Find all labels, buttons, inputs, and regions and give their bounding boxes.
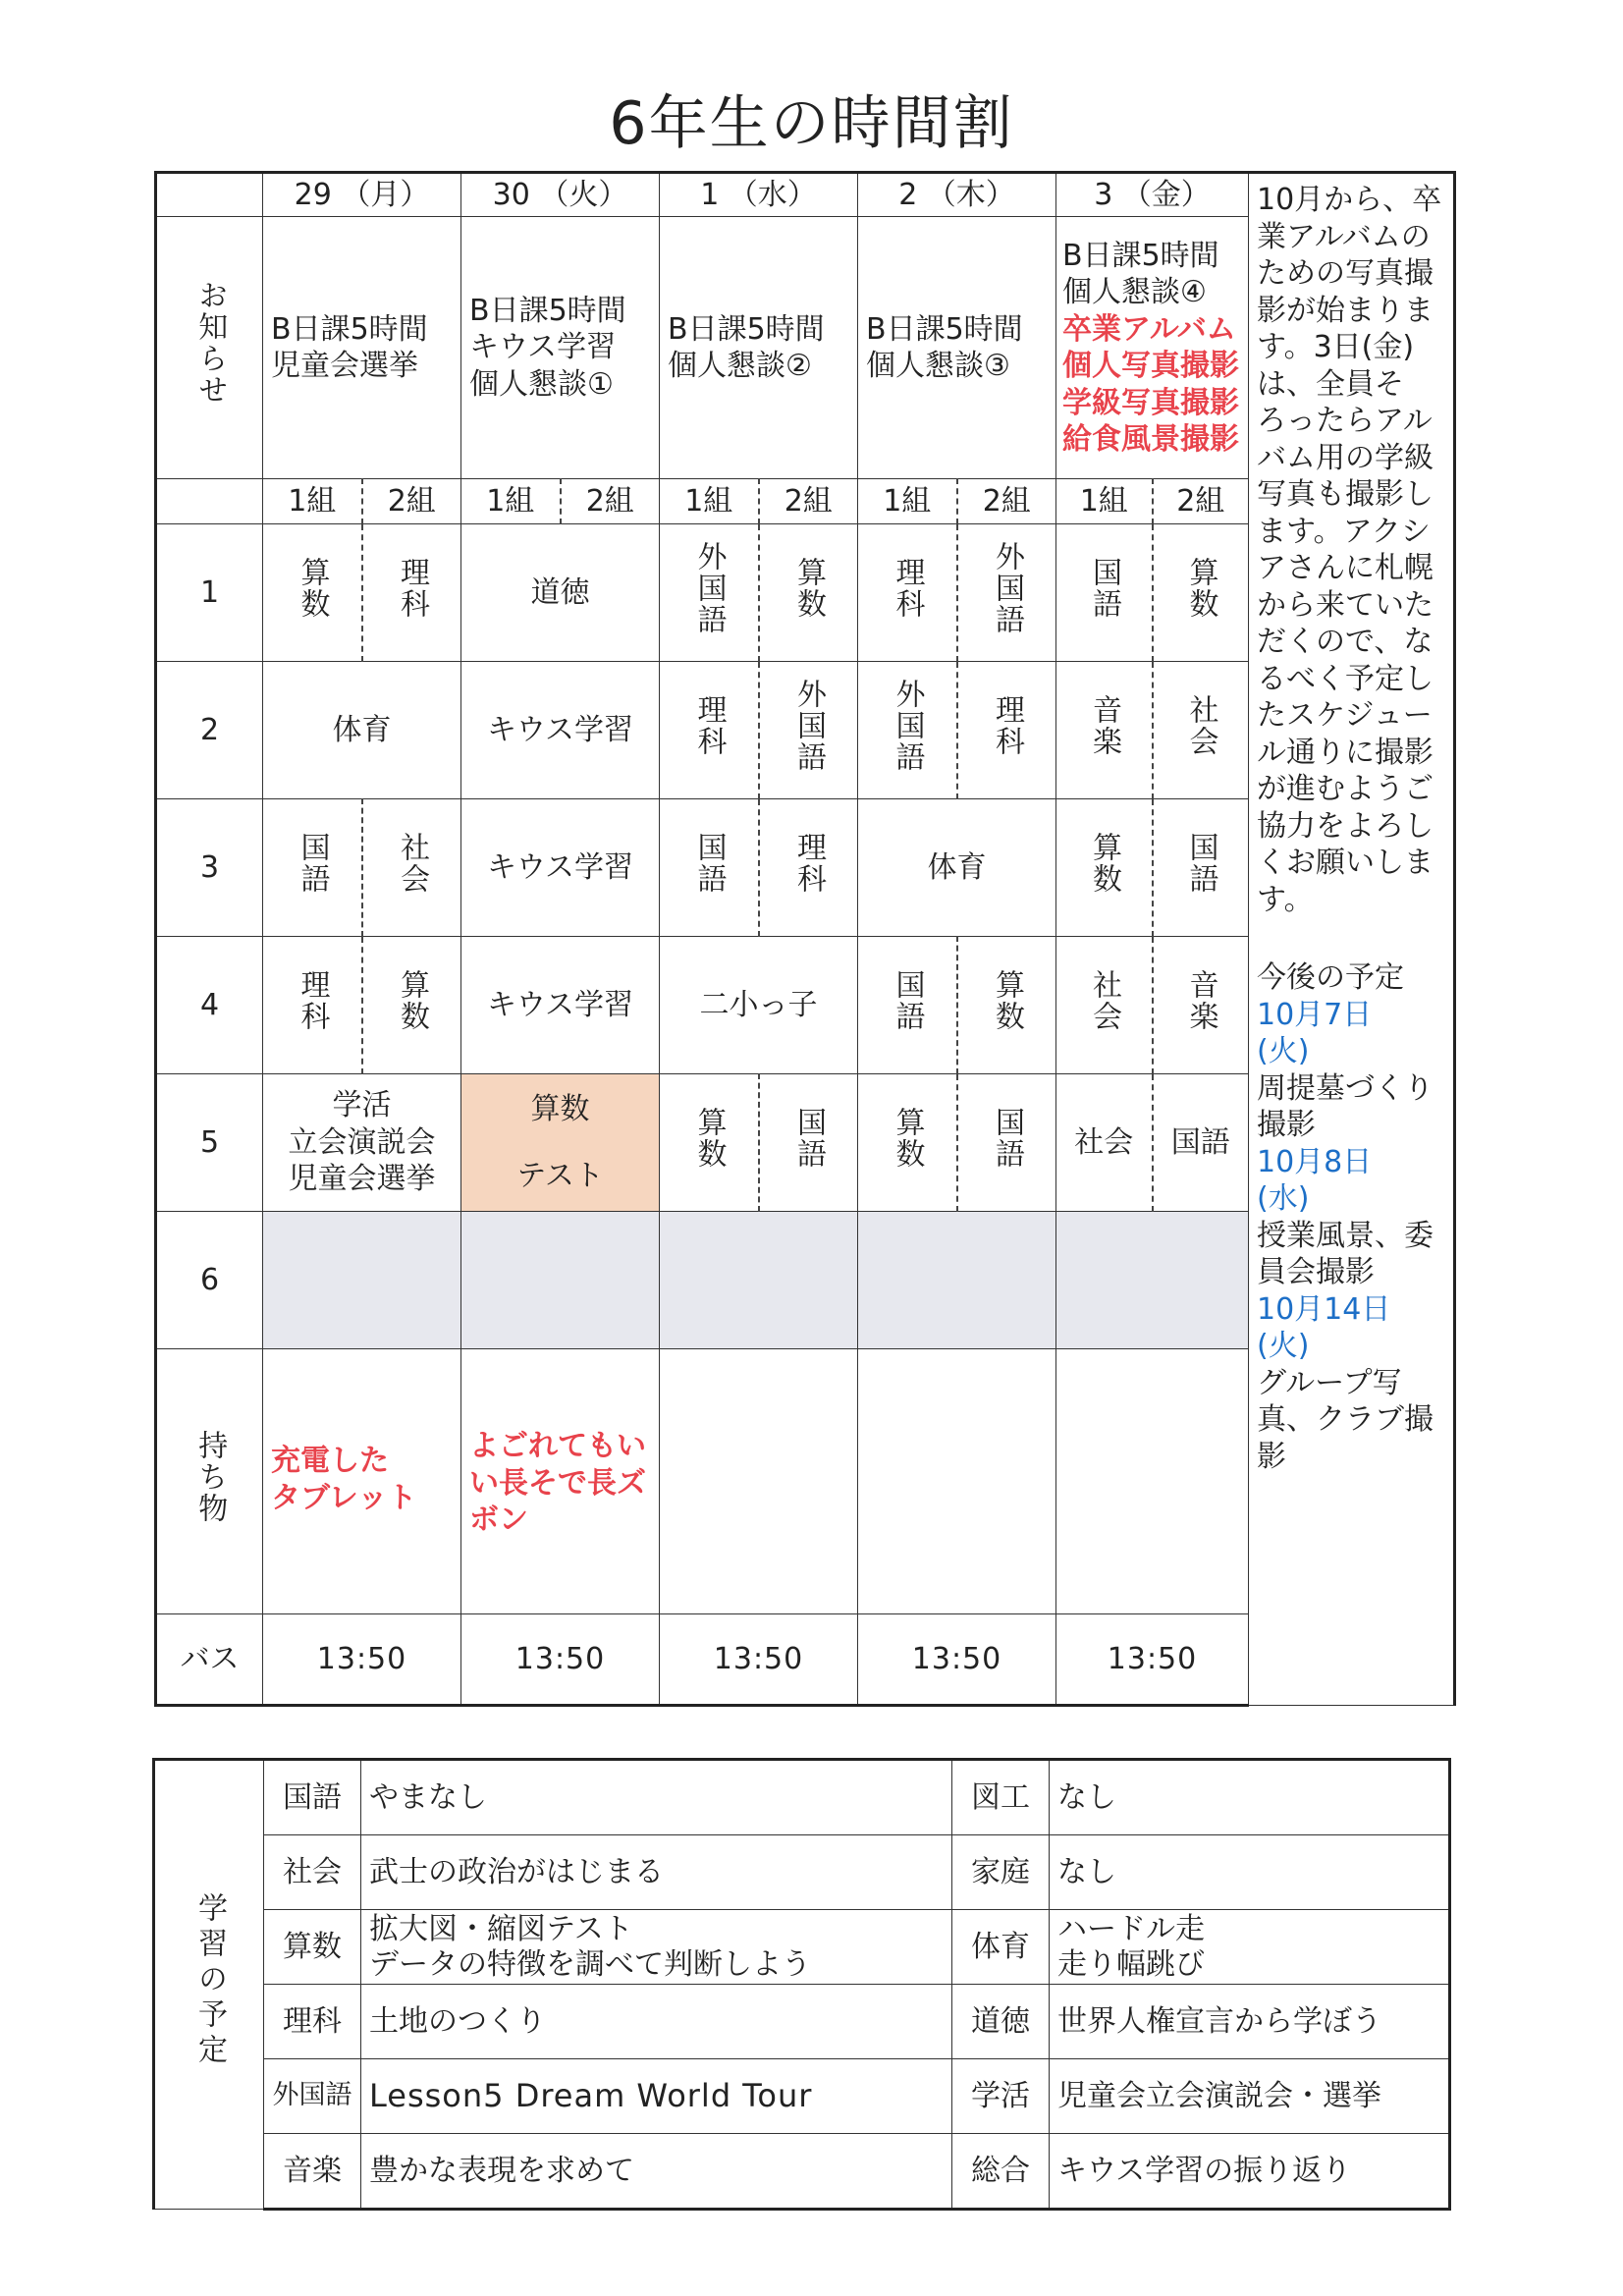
future-text: 授業風景、委: [1257, 1218, 1434, 1253]
subject-cell: 音楽: [1056, 662, 1153, 799]
subject-cell: 算数: [858, 1074, 957, 1212]
day-header: 3 （金）: [1056, 173, 1249, 217]
period-number: 6: [156, 1212, 263, 1349]
items-tue: よごれてもい い長そで長ズ ボン: [461, 1349, 660, 1614]
items-mon: 充電した タブレット: [263, 1349, 461, 1614]
bus-time: 13:50: [263, 1614, 461, 1706]
notice-tue: B日課5時間 キウス学習 個人懇談①: [461, 217, 660, 479]
plan-subject: 学活: [952, 2059, 1050, 2134]
subject-cell-highlight: 算数 テスト: [461, 1074, 660, 1212]
side-note-line: 業アルバムの: [1257, 219, 1431, 254]
plan-content: やまなし: [361, 1760, 952, 1835]
notice-wed: B日課5時間 個人懇談②: [660, 217, 858, 479]
subject-cell: 理科: [858, 524, 957, 662]
side-note-line: ろったらアル: [1257, 404, 1433, 438]
side-note-line: が進むようご: [1257, 772, 1434, 806]
side-note-line: たスケジュー: [1257, 698, 1433, 733]
subject-cell: 国語: [957, 1074, 1056, 1212]
class-label: 1組: [660, 479, 759, 524]
bus-time: 13:50: [1056, 1614, 1249, 1706]
side-note: [1249, 173, 1455, 1706]
future-text: 周提墓づくり: [1257, 1070, 1434, 1106]
plan-subject: 算数: [264, 1910, 361, 1985]
subject-cell: 道徳: [461, 524, 660, 662]
class-label: 2組: [1153, 479, 1249, 524]
plan-content: ハードル走 走り幅跳び: [1050, 1910, 1450, 1985]
future-date: 10月14日: [1257, 1291, 1391, 1327]
side-note-line: は、全員そ: [1257, 366, 1404, 402]
side-note-line: す。3日(金): [1257, 330, 1415, 364]
subject-cell: 算数: [1153, 524, 1249, 662]
plan-subject: 総合: [952, 2134, 1050, 2210]
subject-cell: 国語: [1056, 524, 1153, 662]
subject-cell: 算数: [362, 937, 461, 1074]
side-note-line: 協力をよろし: [1257, 808, 1434, 844]
plan-subject: 家庭: [952, 1835, 1050, 1910]
subject-cell: 算数: [957, 937, 1056, 1074]
subject-cell: 国語: [858, 937, 957, 1074]
day-header: 29 （月）: [263, 173, 461, 217]
subject-cell: 社会: [362, 799, 461, 937]
subject-cell: 国語: [759, 1074, 858, 1212]
subject-cell: 国語: [1153, 799, 1249, 937]
subject-cell: 社会: [1056, 937, 1153, 1074]
period-number: 5: [156, 1074, 263, 1212]
subject-cell: 算数: [1056, 799, 1153, 937]
subject-cell: 国語: [263, 799, 362, 937]
subject-cell: 体育: [858, 799, 1056, 937]
subject-cell: キウス学習: [461, 662, 660, 799]
corner-cell: [156, 173, 263, 217]
plan-subject: 道徳: [952, 1985, 1050, 2059]
future-text: 真、クラブ撮: [1257, 1402, 1434, 1437]
notice-thu: B日課5時間 個人懇談③: [858, 217, 1056, 479]
subject-cell: 理科: [759, 799, 858, 937]
future-text: グループ写: [1257, 1365, 1402, 1400]
bus-label: バス: [156, 1614, 263, 1706]
plan-subject: 体育: [952, 1910, 1050, 1985]
day-header: 1 （水）: [660, 173, 858, 217]
side-note-line: 10月から、卒: [1257, 183, 1442, 217]
items-label: 持ち物: [156, 1349, 263, 1614]
period-number: 3: [156, 799, 263, 937]
plan-subject: 理科: [264, 1985, 361, 2059]
subject-cell: 理科: [362, 524, 461, 662]
side-note-line: バム用の学級: [1257, 440, 1434, 475]
plan-content: Lesson5 Dream World Tour: [361, 2059, 952, 2134]
plan-content: キウス学習の振り返り: [1050, 2134, 1450, 2210]
side-note-line: す。: [1257, 882, 1314, 917]
bus-time: 13:50: [461, 1614, 660, 1706]
side-note-line: くお願いしま: [1257, 846, 1434, 880]
day-header: 2 （木）: [858, 173, 1056, 217]
plan-subject: 国語: [264, 1760, 361, 1835]
side-note-line: るべく予定し: [1257, 661, 1434, 696]
items-fri: [1056, 1349, 1249, 1614]
plan-subject: 音楽: [264, 2134, 361, 2210]
future-date: (火): [1257, 1034, 1310, 1068]
subject-cell: 外国語: [858, 662, 957, 799]
plan-content: 世界人権宣言から学ぼう: [1050, 1985, 1450, 2059]
plan-content: 土地のつくり: [361, 1985, 952, 2059]
future-date: 10月8日: [1257, 1144, 1373, 1179]
subject-cell: 体育: [263, 662, 461, 799]
future-date: (火): [1257, 1329, 1310, 1363]
class-label: 2組: [759, 479, 858, 524]
subject-cell: 国語: [1153, 1074, 1249, 1212]
subject-cell: 外国語: [660, 524, 759, 662]
side-note-line: から来ていた: [1257, 587, 1434, 623]
empty-cell: [461, 1212, 660, 1349]
period-number: 2: [156, 662, 263, 799]
side-note-line: だくので、な: [1257, 625, 1434, 659]
class-label: 1組: [1056, 479, 1153, 524]
subject-cell: 算数: [263, 524, 362, 662]
bus-time: 13:50: [660, 1614, 858, 1706]
plan-content: なし: [1050, 1760, 1450, 1835]
plan-subject: 社会: [264, 1835, 361, 1910]
subject-cell: 理科: [660, 662, 759, 799]
notice-fri: B日課5時間 個人懇談④ 卒業アルバム 個人写真撮影 学級写真撮影 給食風景撮影: [1056, 217, 1249, 479]
plan-content: なし: [1050, 1835, 1450, 1910]
class-label: 1組: [858, 479, 957, 524]
plan-content: 豊かな表現を求めて: [361, 2134, 952, 2210]
future-date: 10月7日: [1257, 997, 1373, 1032]
plan-content: 拡大図・縮図テスト データの特徴を調べて判断しよう: [361, 1910, 952, 1985]
page-title: 6年生の時間割: [609, 89, 1014, 158]
plan-content: 武士の政治がはじまる: [361, 1835, 952, 1910]
side-note-line: 影が始まりま: [1257, 293, 1434, 328]
side-note-line: ル通りに撮影: [1257, 735, 1434, 770]
subject-cell: 音楽: [1153, 937, 1249, 1074]
subject-cell: 外国語: [957, 524, 1056, 662]
subject-cell: 社会: [1056, 1074, 1153, 1212]
bus-time: 13:50: [858, 1614, 1056, 1706]
future-text: 撮影: [1257, 1108, 1316, 1142]
items-thu: [858, 1349, 1056, 1614]
side-note-line: ための写真撮: [1257, 256, 1434, 291]
subject-cell: 外国語: [759, 662, 858, 799]
empty-cell: [858, 1212, 1056, 1349]
items-wed: [660, 1349, 858, 1614]
plan-subject: 外国語: [264, 2059, 361, 2134]
day-header: 30 （火）: [461, 173, 660, 217]
subject-cell: 国語: [660, 799, 759, 937]
notice-label: お知らせ: [156, 217, 263, 479]
subject-cell: 算数: [759, 524, 858, 662]
subject-cell: キウス学習: [461, 799, 660, 937]
plan-content: 児童会立会演説会・選挙: [1050, 2059, 1450, 2134]
period-number: 4: [156, 937, 263, 1074]
side-note-line: アさんに札幌: [1257, 551, 1434, 585]
day-header-row: [156, 173, 1455, 217]
period-number: 1: [156, 524, 263, 662]
subject-cell: 学活 立会演説会 児童会選挙: [263, 1074, 461, 1212]
learning-plan-table: [152, 1758, 1451, 2211]
subject-cell: 社会: [1153, 662, 1249, 799]
notice-mon: B日課5時間 児童会選挙: [263, 217, 461, 479]
future-text: 影: [1257, 1439, 1286, 1474]
plan-subject: 図工: [952, 1760, 1050, 1835]
empty-cell: [1056, 1212, 1249, 1349]
future-date: (水): [1257, 1181, 1310, 1216]
side-note-line: ます。アクシ: [1257, 514, 1431, 549]
future-text: 員会撮影: [1257, 1255, 1375, 1289]
class-label: 2組: [362, 479, 461, 524]
class-label: 1組: [263, 479, 362, 524]
timetable: [154, 171, 1456, 1707]
side-note-line: 写真も撮影し: [1257, 477, 1434, 512]
future-title: 今後の予定: [1257, 960, 1404, 995]
subject-cell: キウス学習: [461, 937, 660, 1074]
class-label: 1組: [461, 479, 561, 524]
empty-cell: [263, 1212, 461, 1349]
plan-label: 学習の予定: [154, 1760, 264, 2210]
subject-cell: 理科: [263, 937, 362, 1074]
empty-cell: [660, 1212, 858, 1349]
subject-cell: 算数: [660, 1074, 759, 1212]
subject-cell: 理科: [957, 662, 1056, 799]
class-label: 2組: [561, 479, 660, 524]
class-label: 2組: [957, 479, 1056, 524]
subject-cell: 二小っ子: [660, 937, 858, 1074]
